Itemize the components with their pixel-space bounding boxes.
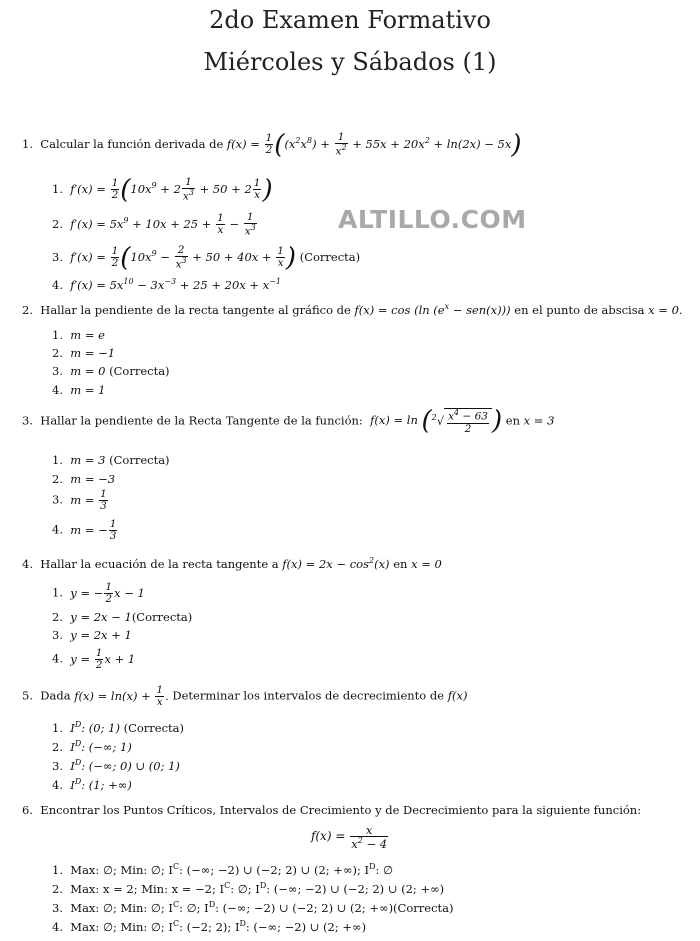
q1-option-3[interactable]: 3. f′(x) = $\frac{1}{2}$ ($10x^9$ − $\frac{2}{x^3}$ + 50 + 40x + $\frac{1}{x}$ ) (Correcta) [52,242,361,273]
q5-option-4[interactable]: 4. $I^D$: (1; +∞) [52,777,132,792]
correct-tag: (Correcta) [123,720,185,735]
q2-option-3[interactable]: 3. m = 0 (Correcta) [52,364,170,378]
question-text: Encontrar los Puntos Críticos, Intervalos de Crecimiento y de Decrecimiento para la siguiente función: [40,803,642,817]
q2-option-4[interactable]: 4. m = 1 [52,383,106,397]
question-6: 6. Encontrar los Puntos Críticos, Intervalos de Crecimiento y de Decrecimiento para la siguiente función: [22,803,642,817]
watermark-logo: ALTILLO.COM [338,205,527,234]
question-2: 2. Hallar la pendiente de la recta tangente al gráfico de f(x) = cos (ln $(e^x - sen(x))$) en el punto de abscisa x = 0. [22,302,683,317]
q5-option-1[interactable]: 1. $I^D$: (0; 1) (Correcta) [52,720,185,735]
option-formula: $f'(x) = 5x^{10} - 3x^{-3} + 25 + 20x + x^{-1}$ [70,277,281,292]
q1-option-2[interactable]: 2. $f'(x) = 5x^9 + 10x + 25$ + $\frac{1}{x}$ − $\frac{1}{x^3}$ [52,211,256,238]
q4-option-1[interactable]: 1. y = − $\frac{1}{2}$ x − 1 [52,581,145,606]
question-5: 5. Dada f(x) = ln(x) + $\frac{1}{x}$ . Determinar los intervalos de decrecimiento de f(x) [22,684,468,709]
q4-option-4[interactable]: 4. y = $\frac{1}{2}$ x + 1 [52,647,136,672]
question-formula: f(x) = cos (ln $(e^x - sen(x))$) [354,302,511,317]
question-formula: f(x) = $\frac{1}{2}$ ($(x^2x^8)$ + $\frac{1}{x^2}$ + $55x + 20x^2 + \ln(2x) - 5x$) [226,129,522,160]
q4-option-3[interactable]: 3. y = 2x + 1 [52,628,132,642]
q3-option-1[interactable]: 1. m = 3 (Correcta) [52,453,170,467]
question-text: Hallar la ecuación de la recta tangente a [40,556,279,571]
q5-option-3[interactable]: 3. $I^D$: (−∞; 0) ∪ (0; 1) [52,758,180,773]
question-4: 4. Hallar la ecuación de la recta tangente a $f(x) = 2x - \cos^2(x)$ en x = 0 [22,556,442,571]
question-text: Hallar la pendiente de la recta tangente al gráfico de [40,302,351,317]
correct-tag: (Correcta) [109,364,170,378]
correct-tag: (Correcta) [131,610,193,624]
question-text: Calcular la función derivada de [40,136,224,151]
question-formula: $f(x) = 2x - \cos^2(x)$ [282,556,390,571]
q6-formula: f(x) = $\frac{x}{x^2 - 4}$ [310,823,388,851]
option-formula: f′(x) = $\frac{1}{2}$ ($10x^9 + 2$ $\frac{1}{x^3}$ + 50 + 2 $\frac{1}{x}$ ) [70,174,273,205]
q1-option-1[interactable]: 1. f′(x) = $\frac{1}{2}$ ($10x^9 + 2$ $\frac{1}{x^3}$ + 50 + 2 $\frac{1}{x}$ ) [52,174,273,205]
question-3: 3. Hallar la pendiente de la Recta Tangente de la función: f(x) = ln ($^2$√ $\frac{x^4 - 63}{2}$ ) en x = 3 [22,406,555,437]
q3-option-4[interactable]: 4. m = − $\frac{1}{3}$ [52,518,117,543]
q6-option-3[interactable]: 3. Max: ∅; Min: ∅; $I^C$: ∅; $I^D$: (−∞; −2) ∪ (−2; 2) ∪ (2; +∞)(Correcta) [52,900,454,915]
exam-title: 2do Examen Formativo [209,6,491,34]
question-number: 1. [22,136,33,151]
question-formula: f(x) = ln ($^2$√ $\frac{x^4 - 63}{2}$ ) [370,406,503,437]
correct-tag: (Correcta) [299,249,361,264]
option-formula: f′(x) = $\frac{1}{2}$ ($10x^9$ − $\frac{2}{x^3}$ + 50 + 40x + $\frac{1}{x}$ ) [70,242,297,273]
correct-tag: (Correcta) [109,453,170,467]
q6-option-1[interactable]: 1. Max: ∅; Min: ∅; $I^C$: (−∞; −2) ∪ (−2; 2) ∪ (2; +∞); $I^D$: ∅ [52,862,394,877]
q3-option-2[interactable]: 2. m = −3 [52,472,116,486]
q2-option-1[interactable]: 1. m = e [52,328,105,342]
q6-option-2[interactable]: 2. Max: x = 2; Min: x = −2; $I^C$: ∅; $I^D$: (−∞; −2) ∪ (−2; 2) ∪ (2; +∞) [52,881,445,896]
question-1 [22,129,522,160]
question-formula: f(x) = ln(x) + $\frac{1}{x}$ . [74,684,169,709]
q2-option-2[interactable]: 2. m = −1 [52,346,116,360]
q3-option-3[interactable]: 3. m = $\frac{1}{3}$ [52,488,107,513]
question-text: Hallar la pendiente de la Recta Tangente de la función: [40,413,363,428]
exam-subtitle: Miércoles y Sábados (1) [203,48,497,76]
q5-option-2[interactable]: 2. $I^D$: (−∞; 1) [52,739,132,754]
q6-option-4[interactable]: 4. Max: ∅; Min: ∅; $I^C$: (−2; 2); $I^D$: (−∞; −2) ∪ (2; +∞) [52,919,367,934]
q1-option-4[interactable]: 4. $f'(x) = 5x^{10} - 3x^{-3} + 25 + 20x + x^{-1}$ [52,277,281,292]
question-text: Determinar los intervalos de decrecimiento de [172,688,445,703]
q4-option-2[interactable]: 2. y = 2x − 1(Correcta) [52,610,193,624]
option-formula: $f'(x) = 5x^9 + 10x + 25$ + $\frac{1}{x}$ − $\frac{1}{x^3}$ [70,211,256,238]
